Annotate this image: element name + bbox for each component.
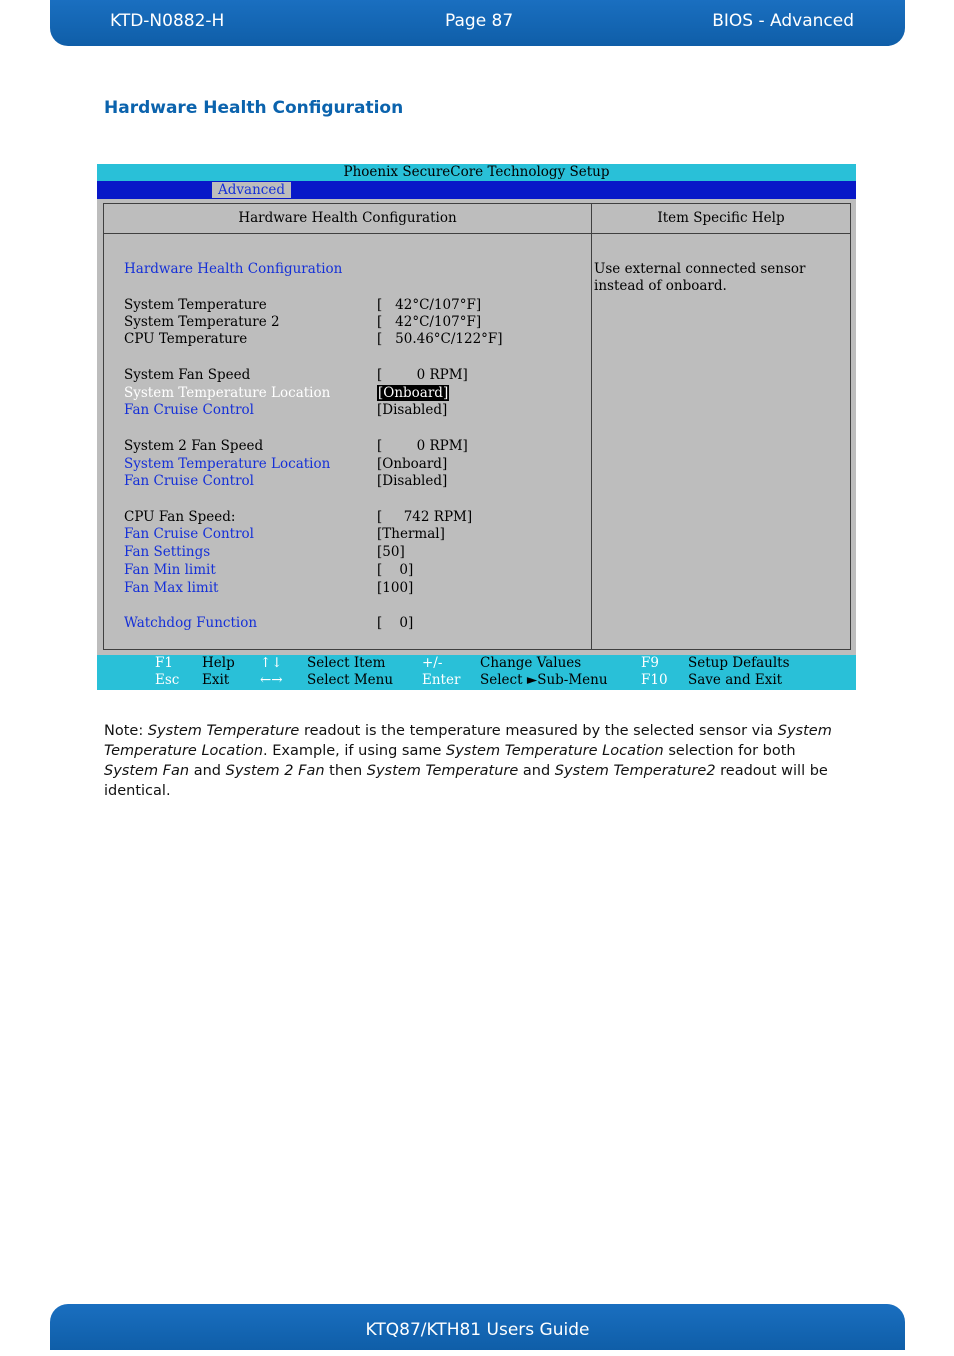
key-label: Exit <box>202 672 230 688</box>
bios-title: Phoenix SecureCore Technology Setup <box>97 164 856 181</box>
doc-id: KTD-N0882-H <box>110 11 225 31</box>
key-label: Save and Exit <box>688 672 783 688</box>
main-panel: Hardware Health Configuration Hardware Health Configuration System Temperature [ 42°C/107°F] System Temperature 2 [ 42°C/107°F] CPU Temperature [ 50.46°C/122°F] System Fan Speed [ 0 RPM] System Temperature Location [Onboard] Fan Cruise Control [Disabled] System 2 Fan Speed [ 0 RPM] System Temperature Location [Onboard] Fan Cruise Control [Disabled] CPU Fan Speed: [ 742 RPM] Fan Cruise Control [Thermal] Fan Settings [50] Fan Min limit [ 0] Fan Max limit [100] Watchdog Function [ 0] <box>103 203 592 650</box>
help-text: Use external connected sensor instead of onboard. <box>594 261 806 294</box>
guide-title: KTQ87/KTH81 Users Guide <box>365 1320 590 1340</box>
page-footer <box>50 1304 905 1350</box>
help-panel-title: Item Specific Help <box>592 204 850 234</box>
key-label: Select Menu <box>307 672 394 688</box>
key-label: Change Values <box>480 655 582 671</box>
bios-menubar <box>97 181 856 199</box>
page-number: Page 87 <box>445 11 514 31</box>
note-paragraph: Note: System Temperature readout is the temperature measured by the selected sensor via System Temperature Location. Example, if using same System Temperature Location selection for both System Fan and System 2 Fan then System Temperature and System Temperature2 readout will be identical. <box>104 723 832 799</box>
key-leftright: ←→ <box>260 672 283 688</box>
key-label: Select ►Sub-Menu <box>480 672 608 688</box>
selected-value[interactable]: [Onboard] <box>378 385 449 401</box>
page-header <box>50 0 905 46</box>
key-f9: F9 <box>641 655 659 671</box>
key-label: Help <box>202 655 235 671</box>
bios-screenshot <box>97 164 856 690</box>
key-f1: F1 <box>155 655 173 671</box>
key-label: Setup Defaults <box>688 655 790 671</box>
key-esc: Esc <box>155 672 180 688</box>
bios-keybar <box>97 655 856 690</box>
section-name: BIOS - Advanced <box>712 11 854 31</box>
key-enter: Enter <box>422 672 461 688</box>
tab-advanced[interactable]: Advanced <box>212 182 291 198</box>
main-panel-title: Hardware Health Configuration <box>104 204 591 234</box>
key-plusminus: +/- <box>422 655 443 671</box>
help-panel <box>592 203 851 650</box>
key-f10: F10 <box>641 672 668 688</box>
key-updown: ↑↓ <box>260 655 283 671</box>
section-title: Hardware Health Configuration <box>104 98 404 118</box>
key-label: Select Item <box>307 655 386 671</box>
